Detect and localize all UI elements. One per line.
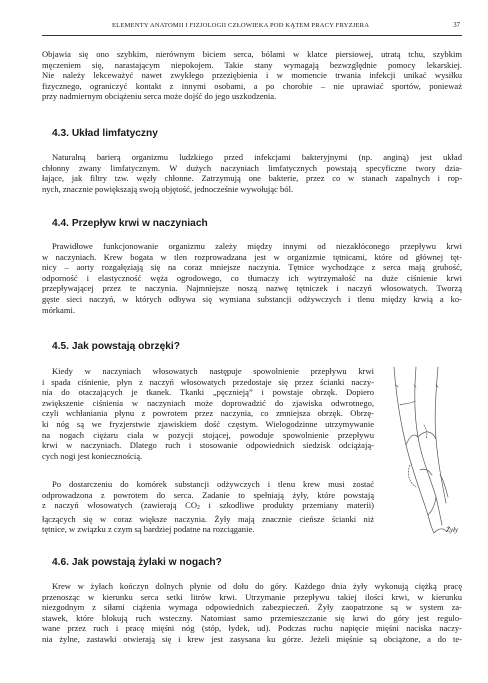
text-fragment: z naczyń włosowatych (zawierają CO [42,500,197,511]
section-heading-4-5: 4.5. Jak powstają obrzęki? [52,341,180,352]
section-heading-4-6: 4.6. Jak powstają żylaki w nogach? [52,557,222,568]
text-line: cych nogi jest koniecznością. [42,450,143,461]
text-line: odporność i elastyczność węża ogrodowego, co tłumaczy ich wytrzymałość na duże ciśnienie krwi [42,272,462,283]
text-line: nia żylne, zastawki otwierają się i krew jest zasysana ku górze. Jeżeli mięśnie są obciążone, a do te- [42,633,462,644]
text-line: Prawidłowe funkcjonowanie organizmu zależy między innymi od niezakłóconego przepływu krwi [52,241,462,251]
section-heading-4-4: 4.4. Przepływ krwi w naczyniach [52,218,208,229]
veins-illustration [380,365,464,535]
intro-paragraph [42,49,462,102]
text-line: tętnice, w związku z czym są bardziej podatne na rozciąganie. [42,524,255,535]
text-line: mórkami. [42,304,75,315]
text-line: Krew w żyłach kończyn dolnych płynie od dołu do góry. Każdego dnia żyły wykonują ciężką pracę [52,581,462,591]
text-line: na nogach ciężaru ciała w pozycji stojącej, powoduje spowolnienie przepływu [42,429,374,440]
text-line: czyli wchłaniania płynu z powrotem przez naczynia, co zmniejsza obrzęk. Obrzę- [42,408,374,419]
running-title: ELEMENTY ANATOMII I FIZJOLOGII CZŁOWIEKA POD KĄTEM PRACY FRYZJERA [112,22,370,29]
text-line: gęste sieci naczyń, w których odbywa się wymiana substancji odżywczych i tlenu między krwią a ko- [42,293,462,304]
text-line: fizycznego, ograniczyć kontakt z innymi osobami, a po chorobie – nie uprawiać sportów, ponieważ [42,80,462,91]
paragraph-edema [42,366,374,461]
text-line: nia do otaczających je tkanek. Tkanki „pęcznieją” i powstaje obrzęk. Dopiero [42,387,374,398]
section-heading-4-3: 4.3. Układ limfatyczny [52,128,158,139]
running-header [42,21,462,36]
subscript: 2 [197,505,200,512]
text-line: męczeniem się, narastającym niepokojem. Takie stany wymagają bezwzględnie pomocy lekarskiej. [42,59,462,70]
text-line: łające, jak filtry tzw. węzły chłonne. Zatrzymują one bakterie, przez co w stanach zapalnych i rop- [42,173,462,184]
text-line [42,500,374,514]
text-line: chłonny zwany limfatycznym. W dużych naczyniach limfatycznych powstają specyficzne twory dzia- [42,162,462,173]
text-line: Nie należy lekceważyć nawet zwykłego przeziębienia i w momencie trwania infekcji unikać wysiłku [42,70,462,81]
text-line: przy nadmiernym obciążeniu serca może dojść do jego uszkodzenia. [42,91,277,102]
text-line: niezgodnym z siłami ciążenia wymaga odpowiednich zabezpieczeń. Żyły zaopatrzone są w system za- [42,602,462,613]
text-line: zwiększenie ciśnienia w naczyniach może doprowadzić do zjawiska odwrotnego, [42,397,374,408]
text-line: łączących się w coraz większe naczynia. Żyły mają znacznie cieńsze ścianki niż [42,513,374,524]
text-line: Objawia się ono szybkim, nierównym biciem serca, bólami w klatce piersiowej, utratą tchu, szybkim [42,49,462,59]
text-line: Kiedy w naczyniach włosowatych następuje spowolnienie przepływu krwi [52,366,374,376]
text-line: stawek, które blokują ruch wsteczny. Natomiast samo przemieszczanie się krwi do góry jest regulo- [42,612,462,623]
figure-caption: Żyły [446,526,459,534]
text-line: przepływającej przez te naczynia. Najmniejsze noszą nazwę tętniczek i naczyń włosowatych. Tworzą [42,283,462,294]
text-fragment: i szkodliwe produkty przemiany materii) [199,500,374,511]
page-number: 37 [453,22,460,29]
text-line: krwi w naczyniach. Dlatego ruch i stosowanie odpowiednich siedzisk odciążają- [42,440,374,451]
text-line: wane przez ruch i pracę mięśni nóg (stóp, łydek, ud). Podczas ruchu napięcie mięśni naciska naczy- [42,623,462,634]
text-line: w naczyniach. Krew bogata w tlen rozprowadzana jest w organizmie tętnicami, które od głównej tęt- [42,251,462,262]
paragraph-blood-flow [42,241,462,315]
paragraph-varicose-veins [42,581,462,645]
text-line: ki nóg są we fryzjerstwie zjawiskiem dość częstym. Wielogodzinne utrzymywanie [42,418,374,429]
text-line: przenosząc w kierunku serca setki litrów krwi. Utrzymanie przepływu takiej ilości krwi, w kierunku [42,591,462,602]
text-line: nych, znacznie powiększają swoją objętość, jednocześnie wywołując ból. [42,183,294,194]
text-line: nicy – aorty rozgałęziają się na coraz mniejsze naczynia. Tętnice wychodzące z serca mają grubość, [42,262,462,273]
text-line: Po dostarczeniu do komórek substancji odżywczych i tlenu krew musi zostać [52,479,374,489]
paragraph-lymphatic-system [42,152,462,194]
text-line: i spada ciśnienie, płyn z naczyń włosowatych przedostaje się przez ścianki naczy- [42,376,374,387]
text-line: Naturalną barierą organizmu ludzkiego przed infekcjami bakteryjnymi (np. anginą) jest układ [52,152,462,162]
text-line: odprowadzona z powrotem do serca. Zadanie to spełniają żyły, które powstają [42,489,374,500]
paragraph-veins [42,479,374,535]
